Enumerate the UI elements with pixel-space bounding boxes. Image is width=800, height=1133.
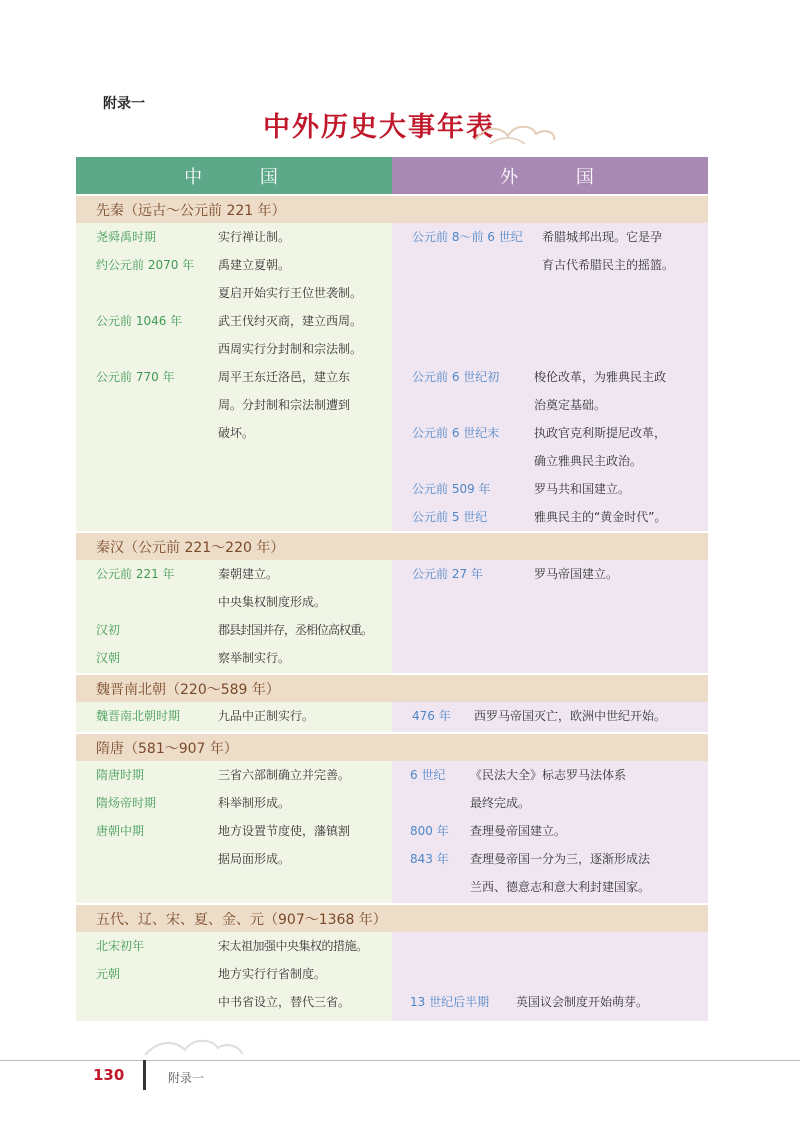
event-text: 秦朝建立。 (218, 567, 279, 581)
china-events (76, 560, 392, 673)
event-date: 魏晋南北朝时期 (96, 709, 181, 723)
event-date: 800 年 (410, 824, 449, 838)
event-text: 三省六部制确立并完善。 (218, 768, 351, 782)
event-date: 公元前 6 世纪末 (412, 426, 500, 440)
event-date: 汉初 (96, 623, 121, 637)
foreign-events (392, 702, 708, 732)
header-china: 中 国 (76, 157, 392, 194)
event-text: 据局面形成。 (218, 852, 291, 866)
era-body (76, 702, 708, 732)
era-title: 隋唐（581～907 年） (76, 734, 708, 761)
event-date: 公元前 221 年 (96, 567, 175, 581)
event-text: 确立雅典民主政治。 (534, 454, 643, 468)
china-events (76, 932, 392, 1021)
appendix-label: 附录一 (103, 96, 145, 112)
event-text: 地方实行行省制度。 (218, 967, 327, 981)
event-date: 元朝 (96, 967, 121, 981)
event-text: 中央集权制度形成。 (218, 595, 327, 609)
event-text: 查理曼帝国建立。 (470, 824, 567, 838)
era-body (76, 223, 708, 531)
event-text: 夏启开始实行王位世袭制。 (218, 286, 363, 300)
event-text: 察举制实行。 (218, 651, 291, 665)
event-text: 地方设置节度使，藩镇割 (218, 824, 351, 838)
event-date: 汉朝 (96, 651, 121, 665)
event-text: 破坏。 (218, 426, 255, 440)
event-date: 公元前 6 世纪初 (412, 370, 500, 384)
footer-divider (0, 1060, 800, 1061)
cloud-ornament-icon (140, 1030, 250, 1060)
event-date: 约公元前 2070 年 (96, 258, 195, 272)
event-date: 公元前 1046 年 (96, 314, 183, 328)
event-date: 476 年 (412, 709, 451, 723)
event-text: 中书省设立，替代三省。 (218, 995, 351, 1009)
event-text: 九品中正制实行。 (218, 709, 315, 723)
era-body (76, 932, 708, 1021)
event-date: 公元前 509 年 (412, 482, 491, 496)
china-events (76, 702, 392, 732)
header-foreign: 外 国 (392, 157, 708, 194)
footer-separator (143, 1060, 146, 1090)
china-events (76, 223, 392, 531)
event-text: 执政官克利斯提尼改革， (534, 426, 667, 440)
event-date: 公元前 5 世纪 (412, 510, 488, 524)
event-text: 梭伦改革，为雅典民主政 (534, 370, 667, 384)
event-date: 隋唐时期 (96, 768, 145, 782)
event-text: 雅典民主的“黄金时代”。 (534, 510, 667, 524)
foreign-events (392, 560, 708, 673)
event-text: 希腊城邦出现。它是孕 (542, 230, 663, 244)
event-date: 13 世纪后半期 (410, 995, 490, 1009)
foreign-events (392, 761, 708, 903)
era-title: 五代、辽、宋、夏、金、元（907～1368 年） (76, 905, 708, 932)
event-text: 育古代希腊民主的摇篮。 (542, 258, 675, 272)
event-date: 北宋初年 (96, 939, 145, 953)
event-text: 查理曼帝国一分为三，逐渐形成法 (470, 852, 651, 866)
event-date: 公元前 27 年 (412, 567, 483, 581)
event-date: 公元前 770 年 (96, 370, 175, 384)
era-body (76, 761, 708, 903)
event-text: 周平王东迁洛邑，建立东 (218, 370, 351, 384)
event-text: 武王伐纣灭商，建立西周。 (218, 314, 363, 328)
event-text: 西罗马帝国灭亡，欧洲中世纪开始。 (474, 709, 667, 723)
page-title: 中外历史大事年表 (263, 112, 495, 143)
event-date: 隋炀帝时期 (96, 796, 157, 810)
event-text: 英国议会制度开始萌芽。 (516, 995, 649, 1009)
event-text: 周。分封制和宗法制遭到 (218, 398, 351, 412)
era-title: 秦汉（公元前 221～220 年） (76, 533, 708, 560)
cloud-ornament-icon (470, 118, 560, 148)
page-number: 130 (93, 1066, 125, 1084)
event-text: 罗马共和国建立。 (534, 482, 631, 496)
event-text: 科举制形成。 (218, 796, 291, 810)
event-text: 罗马帝国建立。 (534, 567, 619, 581)
column-headers (76, 157, 708, 194)
era-title: 先秦（远古～公元前 221 年） (76, 196, 708, 223)
foreign-events (392, 932, 708, 1021)
event-text: 郡县封国并存，丞相位高权重。 (218, 623, 373, 637)
event-text: 《民法大全》标志罗马法体系 (470, 768, 627, 782)
event-date: 843 年 (410, 852, 449, 866)
event-text: 实行禅让制。 (218, 230, 291, 244)
event-text: 宋太祖加强中央集权的措施。 (218, 939, 368, 953)
event-text: 禹建立夏朝。 (218, 258, 291, 272)
foreign-events (392, 223, 708, 531)
event-date: 公元前 8～前 6 世纪 (412, 230, 523, 244)
footer-section-label: 附录一 (168, 1071, 205, 1085)
event-date: 唐朝中期 (96, 824, 145, 838)
era-body (76, 560, 708, 673)
history-timeline-table (76, 157, 708, 1021)
era-title: 魏晋南北朝（220～589 年） (76, 675, 708, 702)
event-text: 西周实行分封制和宗法制。 (218, 342, 363, 356)
china-events (76, 761, 392, 903)
event-date: 尧舜禹时期 (96, 230, 157, 244)
event-text: 最终完成。 (470, 796, 531, 810)
event-text: 治奠定基础。 (534, 398, 607, 412)
event-date: 6 世纪 (410, 768, 446, 782)
event-text: 兰西、德意志和意大利封建国家。 (470, 880, 651, 894)
